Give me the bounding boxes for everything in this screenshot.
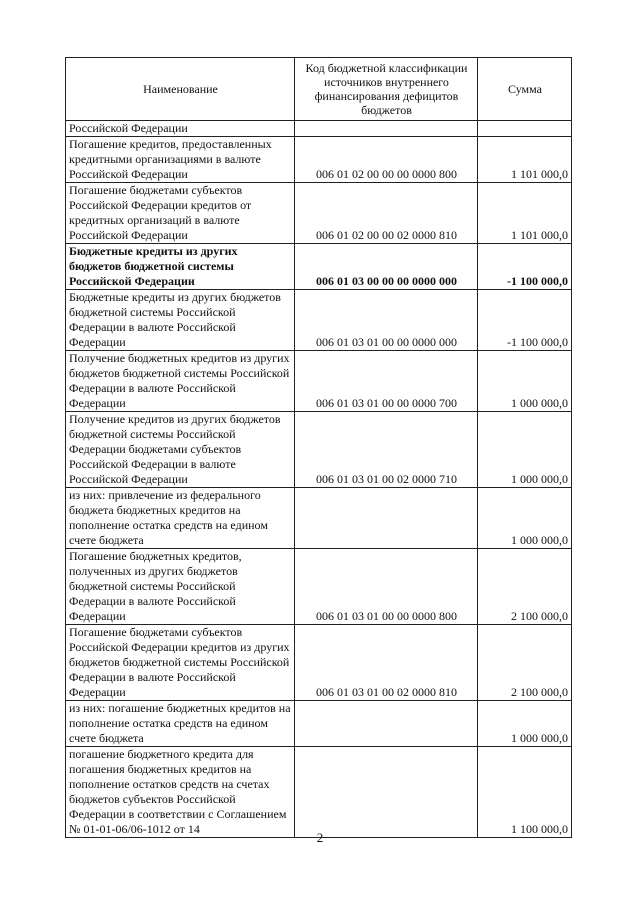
cell-code xyxy=(295,701,478,747)
cell-sum: 1 101 000,0 xyxy=(478,137,572,183)
cell-code: 006 01 02 00 00 00 0000 800 xyxy=(295,137,478,183)
cell-code: 006 01 03 01 00 00 0000 800 xyxy=(295,549,478,625)
cell-code: 006 01 03 01 00 02 0000 710 xyxy=(295,412,478,488)
cell-sum: 1 101 000,0 xyxy=(478,183,572,244)
table-row xyxy=(66,183,572,244)
cell-name: Бюджетные кредиты из других бюджетов бюджетной системы Российской Федерации xyxy=(66,244,295,290)
document-page xyxy=(65,57,571,838)
cell-sum: 1 000 000,0 xyxy=(478,412,572,488)
table-row xyxy=(66,351,572,412)
table-row xyxy=(66,625,572,701)
table-row xyxy=(66,701,572,747)
cell-name: Погашение кредитов, предоставленных кредитными организациями в валюте Российской Федерации xyxy=(66,137,295,183)
cell-code xyxy=(295,488,478,549)
cell-name: Получение кредитов из других бюджетов бюджетной системы Российской Федерации бюджетами субъектов Российской Федерации в валюте Российской Федерации xyxy=(66,412,295,488)
cell-sum: 1 000 000,0 xyxy=(478,488,572,549)
header-sum: Сумма xyxy=(478,58,572,121)
table-row xyxy=(66,121,572,137)
cell-name: погашение бюджетного кредита для погашения бюджетных кредитов на пополнение остатков средств на счетах бюджетов субъектов Российской Федерации в соответствии с Соглашением № 01-01-06/06-1012 от 14 xyxy=(66,747,295,838)
sources-of-financing-table xyxy=(65,57,572,838)
header-code: Код бюджетной классификации источников внутреннего финансирования дефицитов бюджетов xyxy=(295,58,478,121)
cell-sum: 1 000 000,0 xyxy=(478,701,572,747)
table-row xyxy=(66,290,572,351)
cell-name: Получение бюджетных кредитов из других бюджетов бюджетной системы Российской Федерации в валюте Российской Федерации xyxy=(66,351,295,412)
cell-name: Погашение бюджетами субъектов Российской Федерации кредитов от кредитных организаций в валюте Российской Федерации xyxy=(66,183,295,244)
cell-code: 006 01 02 00 00 02 0000 810 xyxy=(295,183,478,244)
header-name: Наименование xyxy=(66,58,295,121)
table-row xyxy=(66,244,572,290)
cell-code: 006 01 03 01 00 02 0000 810 xyxy=(295,625,478,701)
cell-name: из них: погашение бюджетных кредитов на пополнение остатка средств на едином счете бюджета xyxy=(66,701,295,747)
cell-code: 006 01 03 01 00 00 0000 700 xyxy=(295,351,478,412)
cell-sum: 2 100 000,0 xyxy=(478,549,572,625)
cell-sum xyxy=(478,121,572,137)
table-header-row xyxy=(66,58,572,121)
cell-name: Погашение бюджетами субъектов Российской Федерации кредитов из других бюджетов бюджетной системы Российской Федерации в валюте Российской Федерации xyxy=(66,625,295,701)
cell-name: Российской Федерации xyxy=(66,121,295,137)
table-row xyxy=(66,549,572,625)
cell-name: Бюджетные кредиты из других бюджетов бюджетной системы Российской Федерации в валюте Российской Федерации xyxy=(66,290,295,351)
table-row xyxy=(66,137,572,183)
cell-sum: 1 000 000,0 xyxy=(478,351,572,412)
cell-sum: -1 100 000,0 xyxy=(478,290,572,351)
table-row xyxy=(66,747,572,838)
cell-code xyxy=(295,747,478,838)
table-row xyxy=(66,488,572,549)
cell-name: из них: привлечение из федерального бюджета бюджетных кредитов на пополнение остатка средств на едином счете бюджета xyxy=(66,488,295,549)
cell-sum: 1 100 000,0 xyxy=(478,747,572,838)
cell-sum: -1 100 000,0 xyxy=(478,244,572,290)
cell-code: 006 01 03 01 00 00 0000 000 xyxy=(295,290,478,351)
table-row xyxy=(66,412,572,488)
cell-code xyxy=(295,121,478,137)
cell-name: Погашение бюджетных кредитов, полученных из других бюджетов бюджетной системы Российской Федерации в валюте Российской Федерации xyxy=(66,549,295,625)
cell-code: 006 01 03 00 00 00 0000 000 xyxy=(295,244,478,290)
page-number: 2 xyxy=(316,830,324,845)
table-body xyxy=(66,121,572,838)
cell-sum: 2 100 000,0 xyxy=(478,625,572,701)
